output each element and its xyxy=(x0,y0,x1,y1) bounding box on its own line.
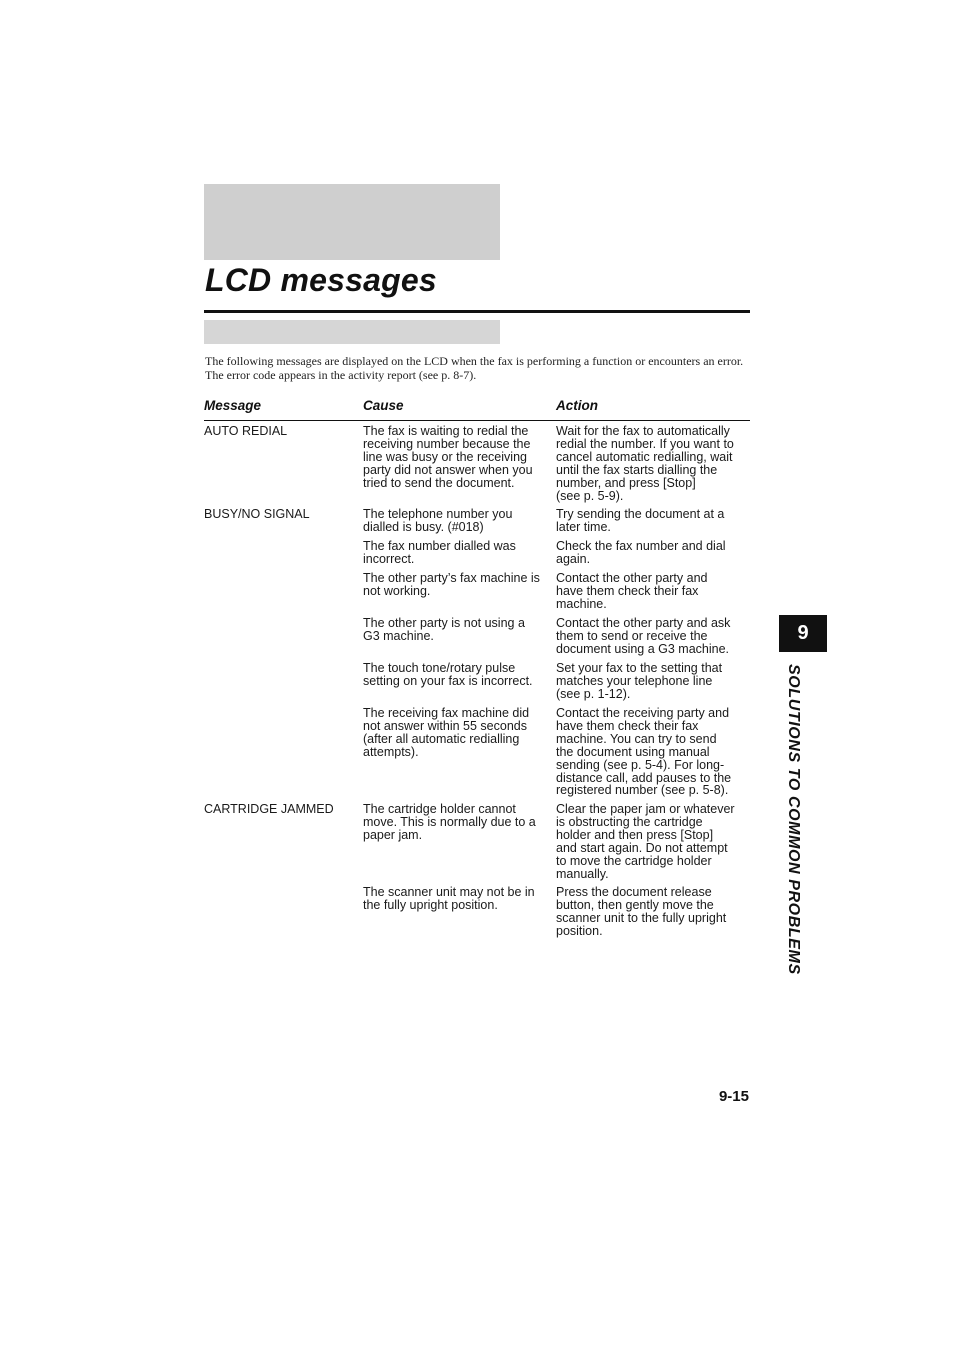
table-header xyxy=(204,398,750,420)
message-cell: BUSY/NO SIGNAL xyxy=(204,507,310,521)
page-title: LCD messages xyxy=(205,262,437,298)
action-cell: Try sending the document at a later time. xyxy=(556,507,725,534)
cause-cell: The telephone number you dialled is busy. (#018) xyxy=(363,507,513,534)
header-action: Action xyxy=(556,398,598,413)
cause-cell: The other party’s fax machine is not working. xyxy=(363,571,540,598)
action-cell: Contact the receiving party and have them check their fax machine. You can try to send the document using manual sending (see p. 5-4). For long- distance call, add pauses to the registered number (see p. 5-8). xyxy=(556,706,732,798)
page-number: 9-15 xyxy=(718,1088,749,1105)
action-cell: Wait for the fax to automatically redial the number. If you want to cancel automatic redialling, wait until the fax starts dialling the number, and press [Stop] (see p. 5-9). xyxy=(556,424,734,503)
cause-cell: The fax is waiting to redial the receiving number because the line was busy or the receiving party did not answer when you tried to send the document. xyxy=(363,424,533,490)
header-cause: Cause xyxy=(363,398,404,413)
action-cell: Check the fax number and dial again. xyxy=(556,539,726,566)
subtitle-band xyxy=(204,320,500,344)
header-band xyxy=(204,184,500,260)
header-message: Message xyxy=(204,398,262,413)
chapter-title-tab: SOLUTIONS TO COMMON PROBLEMS xyxy=(785,664,802,975)
cause-cell: The fax number dialled was incorrect. xyxy=(363,539,516,566)
message-cell: CARTRIDGE JAMMED xyxy=(204,802,334,816)
action-cell: Contact the other party and ask them to send or receive the document using a G3 machine. xyxy=(556,616,731,656)
cause-cell: The receiving fax machine did not answer within 55 seconds (after all automatic redialling attempts). xyxy=(363,706,530,759)
message-cell: AUTO REDIAL xyxy=(204,424,288,438)
intro-paragraph: The following messages are displayed on the LCD when the fax is performing a function or encounters an error. The error code appears in the activity report (see p. 8-7). xyxy=(205,354,744,382)
cause-cell: The cartridge holder cannot move. This is normally due to a paper jam. xyxy=(363,802,536,842)
action-cell: Set your fax to the setting that matches your telephone line (see p. 1-12). xyxy=(556,661,723,701)
action-cell: Press the document release button, then gently move the scanner unit to the fully upright position. xyxy=(556,885,727,938)
cause-cell: The other party is not using a G3 machine. xyxy=(363,616,525,643)
action-cell: Contact the other party and have them check their fax machine. xyxy=(556,571,708,611)
cause-cell: The scanner unit may not be in the fully upright position. xyxy=(363,885,535,912)
cause-cell: The touch tone/rotary pulse setting on your fax is incorrect. xyxy=(363,661,533,688)
title-rule xyxy=(204,310,750,313)
action-cell: Clear the paper jam or whatever is obstructing the cartridge holder and then press [Stop] and start again. Do not attempt to move the cartridge holder manually. xyxy=(556,802,735,881)
chapter-number-tab: 9 xyxy=(779,615,827,652)
header-rule xyxy=(204,420,750,421)
